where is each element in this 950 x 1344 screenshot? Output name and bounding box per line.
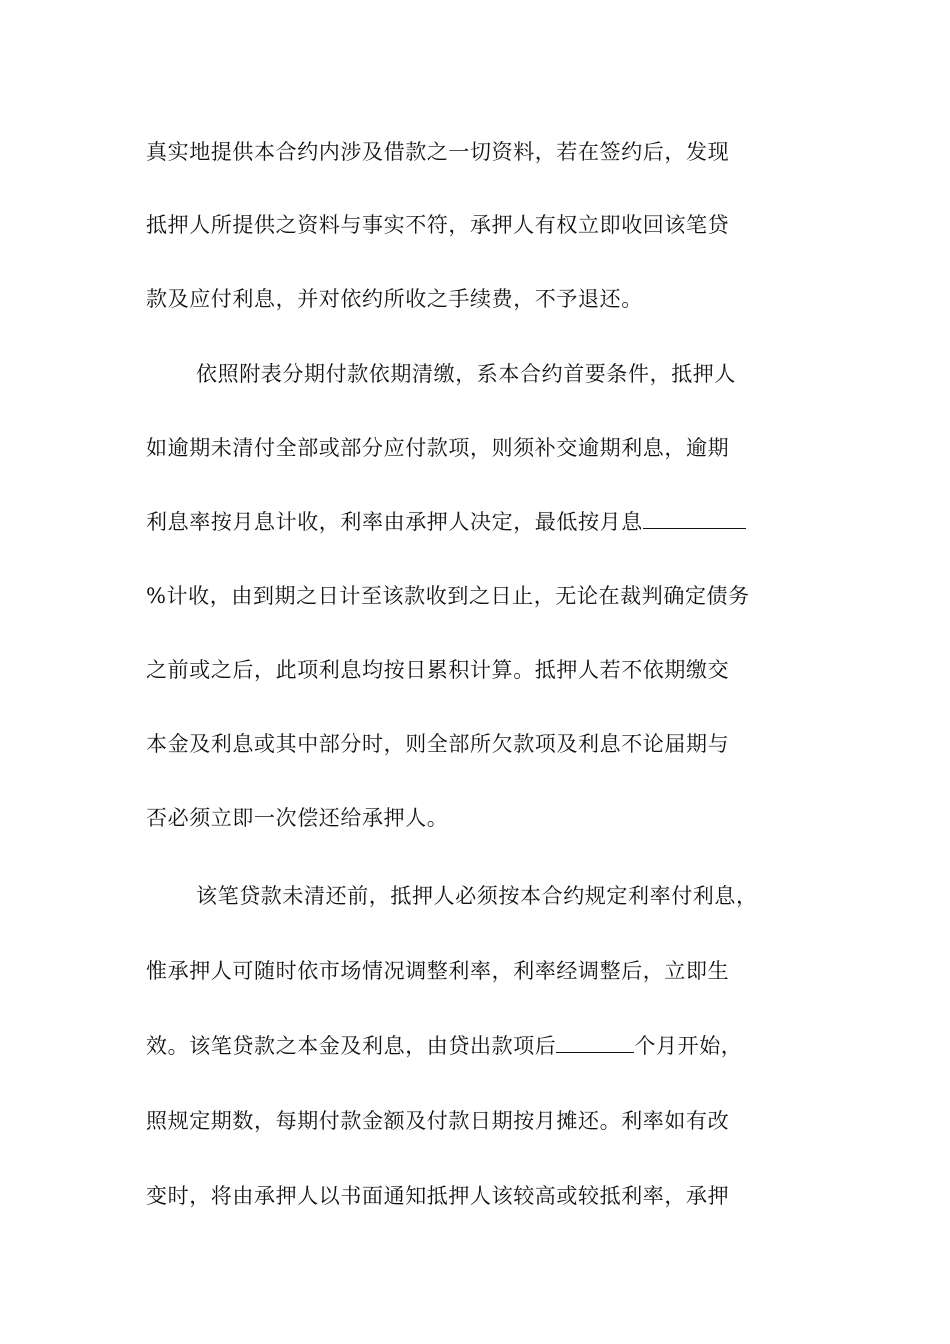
- text-line: 如逾期未清付全部或部分应付款项，则须补交逾期利息，逾期: [146, 436, 730, 460]
- text-line-with-blank: [146, 1030, 806, 1062]
- fill-in-blank-months[interactable]: [556, 1030, 634, 1053]
- text-line: 之前或之后，此项利息均按日累积计算。抵押人若不依期缴交: [146, 658, 730, 682]
- text-line-with-blank: [146, 506, 806, 538]
- text-line: 否必须立即一次偿还给承押人。: [146, 806, 449, 830]
- paragraph-first-line: 依照附表分期付款依期清缴，系本合约首要条件，抵押人: [196, 362, 736, 386]
- text-line: 真实地提供本合约内涉及借款之一切资料，若在签约后，发现: [146, 140, 730, 164]
- paragraph-first-line: 该笔贷款未清还前，抵押人必须按本合约规定利率付利息，: [196, 884, 758, 908]
- text-line: 本金及利息或其中部分时，则全部所欠款项及利息不论届期与: [146, 732, 730, 756]
- text-line: 照规定期数，每期付款金额及付款日期按月摊还。利率如有改: [146, 1109, 730, 1133]
- text-segment: 个月开始，: [634, 1034, 743, 1058]
- text-line: 惟承押人可随时依市场情况调整利率，利率经调整后，立即生: [146, 959, 730, 983]
- text-segment: 利息率按月息计收，利率由承押人决定，最低按月息: [146, 510, 643, 534]
- text-line: 款及应付利息，并对依约所收之手续费，不予退还。: [146, 287, 643, 311]
- text-line: 抵押人所提供之资料与事实不符，承押人有权立即收回该笔贷: [146, 213, 730, 237]
- text-line: 变时，将由承押人以书面通知抵押人该较高或较抵利率，承押: [146, 1184, 730, 1208]
- fill-in-blank-monthly-rate[interactable]: [643, 506, 746, 529]
- text-line: %计收，由到期之日计至该款收到之日止，无论在裁判确定债务: [146, 584, 750, 608]
- text-segment: 效。该笔贷款之本金及利息，由贷出款项后: [146, 1034, 557, 1058]
